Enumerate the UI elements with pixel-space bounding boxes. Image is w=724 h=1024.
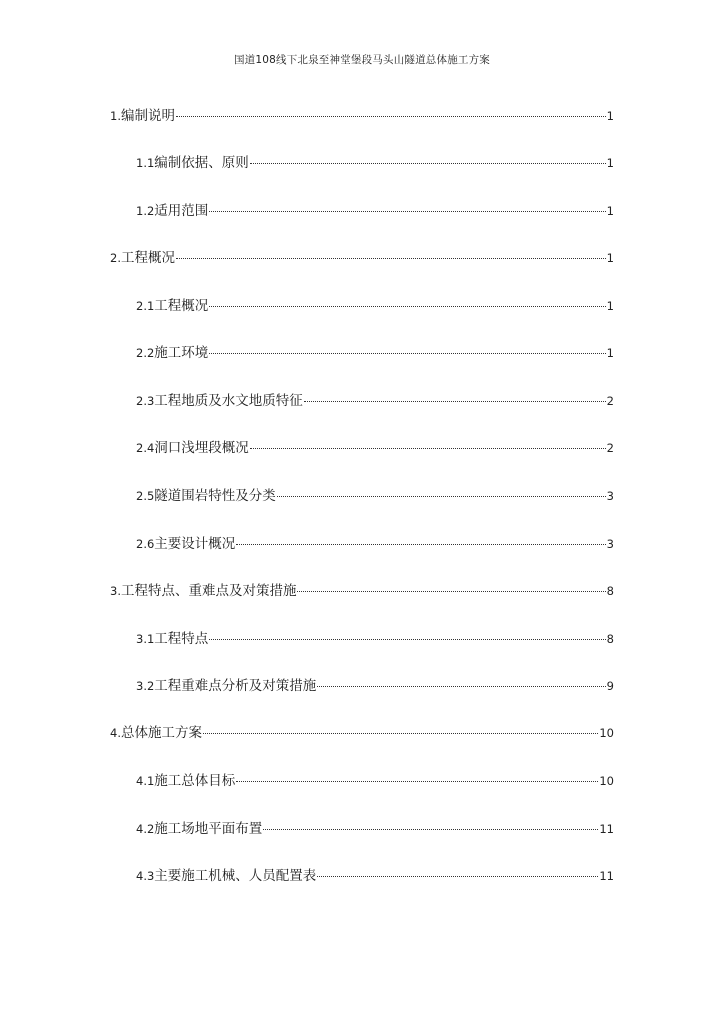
toc-entry-title: 总体施工方案: [120, 725, 202, 741]
page-header: 国道108线下北泉至神堂堡段马头山隧道总体施工方案: [233, 54, 491, 66]
dot-leader: [209, 353, 605, 354]
toc-entry[interactable]: [110, 579, 614, 599]
toc-entry-page: 11: [599, 822, 614, 836]
toc-entry-page: 1: [606, 109, 614, 123]
dot-leader: [250, 448, 606, 449]
toc-entry-page: 1: [606, 204, 614, 218]
toc-entry[interactable]: [110, 246, 614, 266]
toc-entry-title: 主要设计概况: [154, 536, 236, 552]
toc-entry-title: 隧道围岩特性及分类: [154, 488, 276, 504]
toc-entry[interactable]: [136, 151, 614, 171]
toc-entry-number: 2.5: [136, 489, 155, 503]
toc-entry-number: 2.2: [136, 346, 155, 360]
toc-entry-number: 3.2: [136, 679, 155, 693]
toc-entry-page: 3: [606, 537, 614, 551]
toc-entry[interactable]: [136, 674, 614, 694]
toc-entry-number: 1.1: [136, 156, 155, 170]
dot-leader: [263, 829, 598, 830]
dot-leader: [203, 733, 598, 734]
toc-entry-number: 2.3: [136, 394, 155, 408]
toc-entry[interactable]: [136, 817, 614, 837]
toc-entry-number: 4.2: [136, 822, 155, 836]
toc-entry-title: 工程概况: [120, 250, 175, 266]
toc-entry-number: 1.: [110, 109, 121, 123]
toc-entry-number: 3.1: [136, 632, 155, 646]
toc-entry-page: 10: [599, 774, 614, 788]
dot-leader: [297, 591, 605, 592]
dot-leader: [176, 116, 606, 117]
toc-entry-page: 8: [606, 632, 614, 646]
toc-entry-number: 3.: [110, 584, 121, 598]
dot-leader: [209, 639, 605, 640]
toc-entry[interactable]: [136, 294, 614, 314]
toc-entry-title: 工程地质及水文地质特征: [154, 393, 303, 409]
toc-entry[interactable]: [136, 436, 614, 456]
dot-leader: [176, 258, 606, 259]
toc-entry-title: 施工总体目标: [154, 773, 236, 789]
toc-entry-title: 工程概况: [154, 298, 209, 314]
dot-leader: [304, 401, 606, 402]
toc-entry-page: 10: [599, 726, 614, 740]
toc-entry-page: 1: [606, 346, 614, 360]
dot-leader: [236, 544, 605, 545]
toc-entry-title: 工程特点: [154, 631, 209, 647]
dot-leader: [209, 306, 605, 307]
toc-entry-number: 4.3: [136, 869, 155, 883]
toc-entry-page: 8: [606, 584, 614, 598]
toc-entry-page: 1: [606, 299, 614, 313]
toc-entry[interactable]: [136, 769, 614, 789]
toc-entry-title: 主要施工机械、人员配置表: [154, 868, 317, 884]
toc-entry-title: 工程重难点分析及对策措施: [154, 678, 317, 694]
toc-entry-page: 1: [606, 156, 614, 170]
toc-entry-title: 工程特点、重难点及对策措施: [120, 583, 297, 599]
toc-entry[interactable]: [110, 721, 614, 741]
toc-entry[interactable]: [136, 627, 614, 647]
toc-entry[interactable]: [136, 864, 614, 884]
toc-entry-page: 9: [606, 679, 614, 693]
toc-entry-page: 3: [606, 489, 614, 503]
toc-entry-number: 2.4: [136, 441, 155, 455]
toc-entry[interactable]: [136, 389, 614, 409]
toc-entry-number: 4.1: [136, 774, 155, 788]
toc-entry-number: 1.2: [136, 204, 155, 218]
toc-entry-number: 2.: [110, 251, 121, 265]
dot-leader: [317, 686, 605, 687]
toc-entry-title: 洞口浅埋段概况: [154, 440, 249, 456]
dot-leader: [277, 496, 606, 497]
toc-entry-title: 编制说明: [120, 108, 175, 124]
toc-entry-page: 2: [606, 394, 614, 408]
dot-leader: [236, 781, 598, 782]
toc-entry-page: 11: [599, 869, 614, 883]
toc-entry-title: 适用范围: [154, 203, 209, 219]
toc-entry-title: 编制依据、原则: [154, 155, 249, 171]
dot-leader: [250, 163, 606, 164]
dot-leader: [209, 211, 605, 212]
toc-entry[interactable]: [136, 532, 614, 552]
toc-entry-number: 2.1: [136, 299, 155, 313]
toc-entry[interactable]: [110, 104, 614, 124]
toc-entry-title: 施工环境: [154, 345, 209, 361]
dot-leader: [317, 876, 598, 877]
toc-entry[interactable]: [136, 484, 614, 504]
toc-entry-page: 1: [606, 251, 614, 265]
toc-entry-number: 4.: [110, 726, 121, 740]
toc-entry-title: 施工场地平面布置: [154, 821, 263, 837]
toc-entry[interactable]: [136, 341, 614, 361]
toc-entry-number: 2.6: [136, 537, 155, 551]
toc-entry-page: 2: [606, 441, 614, 455]
toc-entry[interactable]: [136, 199, 614, 219]
